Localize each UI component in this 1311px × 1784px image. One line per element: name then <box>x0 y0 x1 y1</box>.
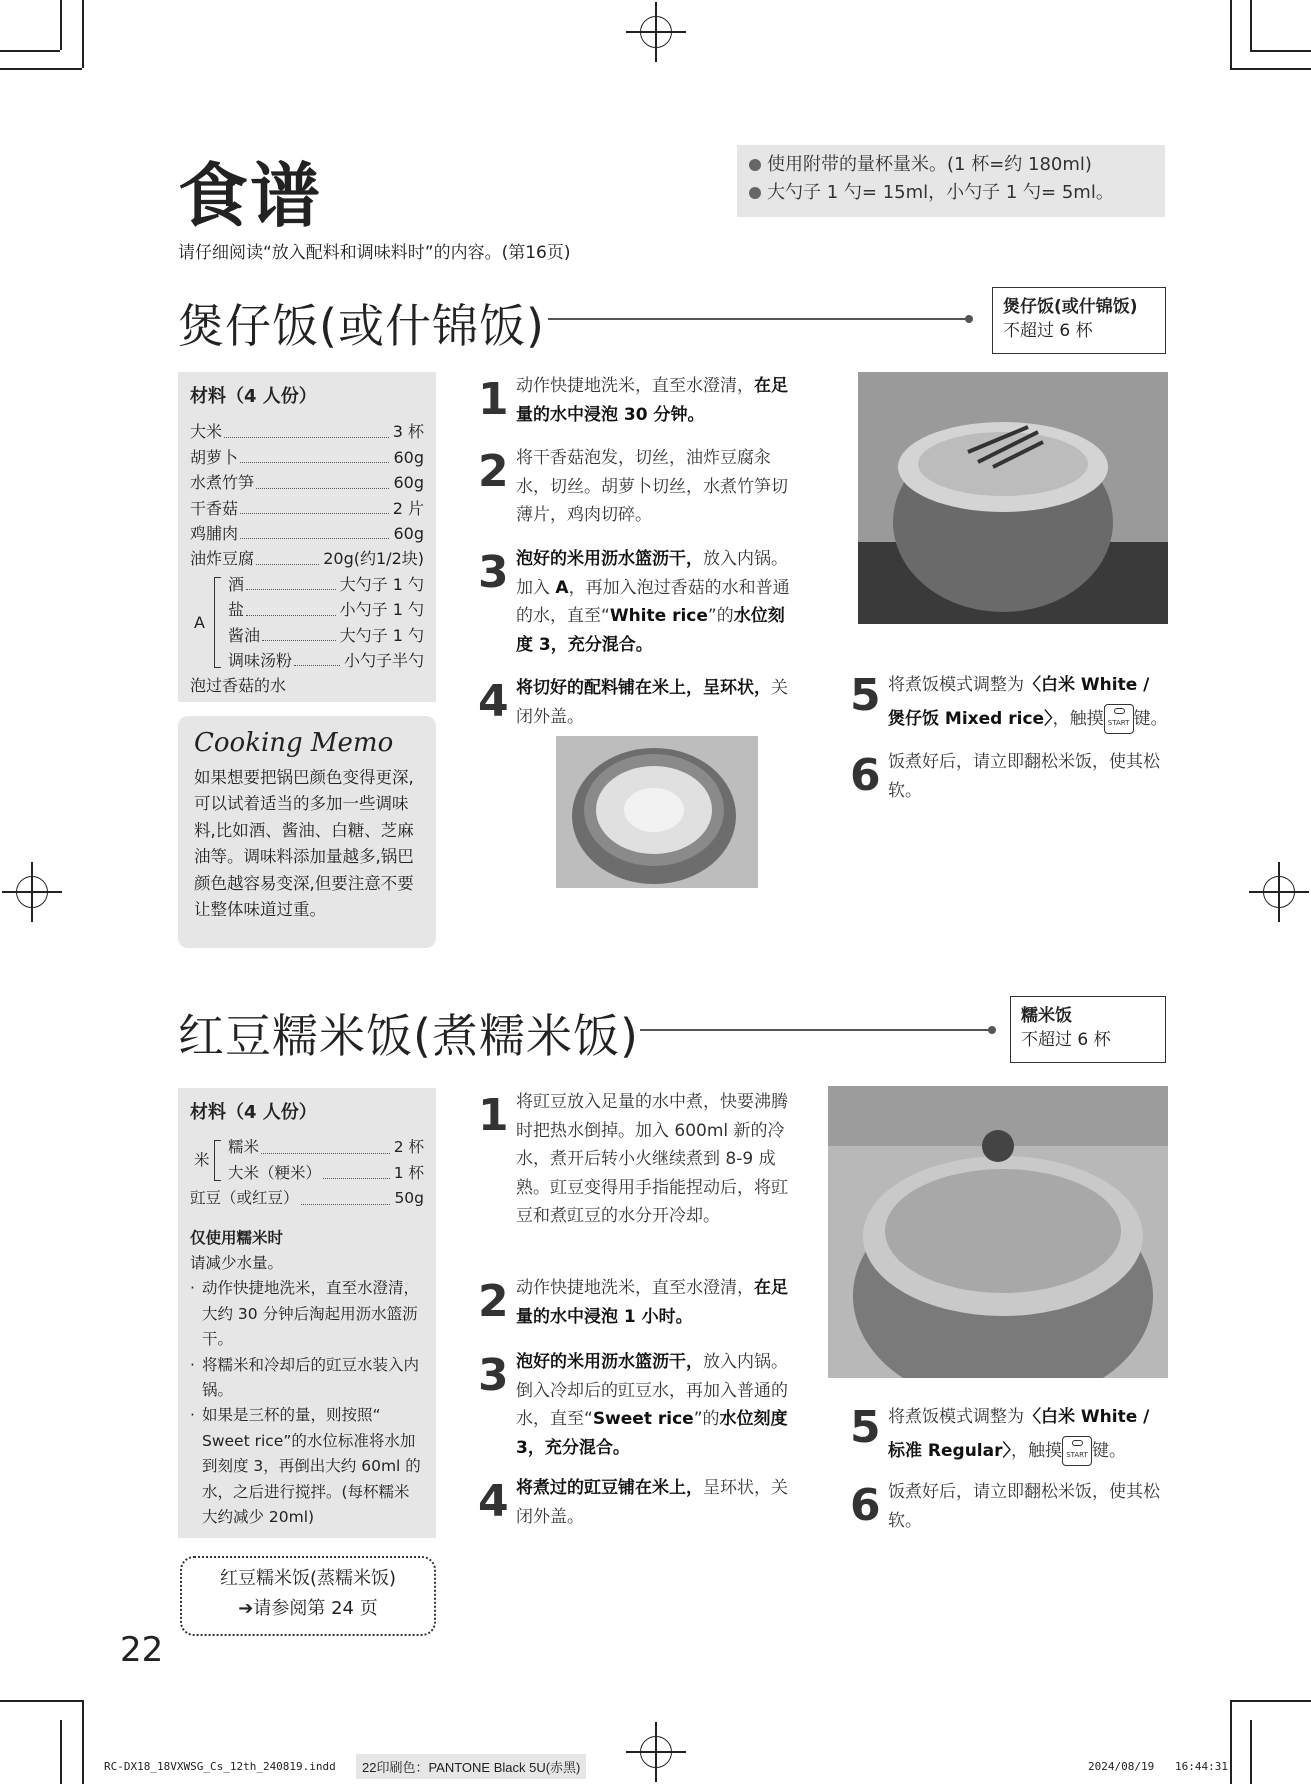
ingredient-row: 酱油 大勺子 1 勺 <box>228 623 424 648</box>
tip-item: · 动作快捷地洗米，直至水澄清，大约 30 分钟后淘起用沥水篮沥干。 <box>190 1279 420 1349</box>
memo-text: 如果想要把锅巴颜色变得更深,可以试着适当的多加一些调味料,比如酒、酱油、白糖、芝麻油等。调味料添加量越多,锅巴颜色越容易变深,但要注意不要让整体味道过重。 <box>194 767 414 919</box>
recipe2-step-5: 5 将煮饭模式调整为〈白米 White / 标准 Regular〉，触摸 START 键。 <box>850 1400 1168 1468</box>
recipe2-step-6: 6 饭煮好后，请立即翻松米饭，使其松软。 <box>850 1480 1160 1531</box>
recipe1-step-3: 3 泡好的米用沥水篮沥干，放入内锅。加入 A，再加入泡过香菇的水和普通的水，直至“White rice”的水位刻度 3，充分混合。 <box>478 547 790 655</box>
note-cup: 使用附带的量杯量米。(1 杯=约 180ml) <box>767 154 1092 175</box>
ingredient-row: 干香菇 2 片 <box>190 496 424 521</box>
capacity-limit: 不超过 6 杯 <box>1021 1030 1111 1050</box>
crop-mark <box>60 0 62 50</box>
inner-pot-photo <box>556 736 758 888</box>
rice-group <box>190 1135 424 1186</box>
glutinous-only-title: 仅使用糯米时 <box>190 1228 284 1247</box>
recipe2-capacity-box <box>1010 996 1166 1063</box>
section-rule-dot <box>965 315 973 323</box>
recipe2-step-2: 2 动作快捷地洗米，直至水澄清，在足量的水中浸泡 1 小时。 <box>478 1276 788 1327</box>
bullet-dot <box>749 187 761 199</box>
crop-mark <box>82 0 84 68</box>
footer-print-color: 22印刷色：PANTONE Black 5U(赤黑) <box>356 1754 586 1779</box>
recipe1-title: 煲仔饭(或什锦饭) <box>178 299 545 353</box>
crop-mark <box>0 50 60 52</box>
recipe1-step-1: 1 动作快捷地洗米，直至水澄清，在足量的水中浸泡 30 分钟。 <box>478 374 788 425</box>
ingredient-row: 大米 3 杯 <box>190 419 424 444</box>
ingredient-row: 大米（粳米） 1 杯 <box>228 1161 424 1186</box>
recipe1-step-4: 4 将切好的配料铺在米上，呈环状，关闭外盖。 <box>478 676 788 727</box>
footer-filename: RC-DX18_18VXWSG_Cs_12th_240819.indd <box>104 1760 336 1773</box>
start-key-icon: START <box>1062 1436 1092 1466</box>
reference-title: 红豆糯米饭(蒸糯米饭) <box>219 1568 397 1589</box>
recipe2-step-1: 1 将豇豆放入足量的水中煮，快要沸腾时把热水倒掉。加入 600ml 新的冷水，煮开后转小火继续煮到 8-9 成熟。豇豆变得用手指能捏动后，将豇豆和煮豇豆的水分开冷却。 <box>478 1090 788 1226</box>
reference-link[interactable]: 请参阅第 24 页 <box>253 1598 378 1619</box>
intro-text: 请仔细阅读“放入配料和调味料时”的内容。(第16页) <box>178 243 571 263</box>
start-key-icon: START <box>1104 704 1134 734</box>
note-spoon: 大勺子 1 勺= 15ml，小勺子 1 勺= 5ml。 <box>767 182 1114 203</box>
crop-mark <box>60 1720 62 1784</box>
ingredient-row: 胡萝卜 60g <box>190 445 424 470</box>
measurement-notes <box>737 145 1165 217</box>
ingredient-row: 鸡脯肉 60g <box>190 521 424 546</box>
ingredient-row: 盐 小勺子 1 勺 <box>228 597 424 622</box>
section-rule-dot <box>988 1026 996 1034</box>
ingredients-header: 材料（4 人份） <box>190 386 317 407</box>
footer-time: 16:44:31 <box>1175 1760 1228 1773</box>
recipe1-step-6: 6 饭煮好后，请立即翻松米饭，使其松软。 <box>850 750 1160 801</box>
recipe2-title: 红豆糯米饭(煮糯米饭) <box>178 1009 639 1063</box>
ingredient-row: 糯米 2 杯 <box>228 1135 424 1160</box>
recipe1-capacity-box <box>992 287 1166 354</box>
recipe1-step-2: 2 将干香菇泡发，切丝，油炸豆腐汆水，切丝。胡萝卜切丝，水煮竹笋切薄片，鸡肉切碎。 <box>478 446 788 525</box>
capacity-limit: 不超过 6 杯 <box>1003 321 1093 341</box>
crop-mark <box>1230 0 1232 68</box>
registration-mark <box>626 2 686 62</box>
ingredient-row: 酒 大勺子 1 勺 <box>228 572 424 597</box>
ingredient-row: 水煮竹笋 60g <box>190 470 424 495</box>
crop-mark <box>1230 1700 1232 1784</box>
bullet-dot <box>749 159 761 171</box>
reference-box[interactable] <box>180 1556 436 1636</box>
crop-mark <box>82 1700 84 1784</box>
recipe1-step-5: 5 将煮饭模式调整为〈白米 White / 煲仔饭 Mixed rice〉，触摸 START 键。 <box>850 668 1168 736</box>
group-label: 米 <box>194 1151 210 1170</box>
section-rule <box>640 1029 992 1031</box>
ingredient-row: 调味汤粉 小勺子半勺 <box>228 648 424 673</box>
cooking-memo <box>178 716 436 948</box>
ingredients-header: 材料（4 人份） <box>190 1102 317 1123</box>
footer-date: 2024/08/19 <box>1088 1760 1155 1773</box>
registration-mark <box>2 862 62 922</box>
crop-mark <box>0 1700 82 1702</box>
capacity-title: 煲仔饭(或什锦饭) <box>1003 297 1138 317</box>
group-label: A <box>194 612 205 632</box>
crop-mark <box>1230 1700 1311 1702</box>
crop-mark <box>0 68 82 70</box>
ingredient-row: 泡过香菇的水 <box>190 676 287 696</box>
page-number: 22 <box>120 1630 164 1670</box>
crop-mark <box>1250 1720 1252 1784</box>
crop-mark <box>1230 68 1311 70</box>
registration-mark <box>1249 862 1309 922</box>
tip-item: · 如果是三杯的量，则按照“ Sweet rice”的水位标准将水加到刻度 3，再倒出大约 60ml 的水，之后进行搅拌。(每杯糯米大约减少 20ml) <box>190 1406 421 1527</box>
ingredient-row: 豇豆（或红豆） 50g <box>190 1186 424 1211</box>
section-rule <box>548 318 968 320</box>
page-title: 食谱 <box>178 155 322 237</box>
recipe2-ingredients <box>178 1088 436 1538</box>
seasoning-group-a <box>190 572 424 674</box>
arrow-right-icon: ➔ <box>238 1598 254 1619</box>
crop-mark <box>1250 50 1311 52</box>
mixed-rice-photo <box>858 372 1168 624</box>
registration-mark <box>626 1722 686 1782</box>
tip-item: · 将糯米和冷却后的豇豆水装入内锅。 <box>190 1355 420 1400</box>
memo-title: Cooking Memo <box>194 728 394 758</box>
recipe2-step-3: 3 泡好的米用沥水篮沥干，放入内锅。倒入冷却后的豇豆水，再加入普通的水，直至“Sweet rice”的水位刻度 3，充分混合。 <box>478 1350 788 1458</box>
ingredient-row: 油炸豆腐 20g(约1/2块) <box>190 546 424 571</box>
recipe1-ingredients <box>178 372 436 702</box>
crop-mark <box>1250 0 1252 50</box>
capacity-title: 糯米饭 <box>1021 1006 1072 1026</box>
red-bean-rice-photo <box>828 1086 1168 1378</box>
recipe2-step-4: 4 将煮过的豇豆铺在米上，呈环状，关闭外盖。 <box>478 1476 788 1527</box>
glutinous-only-sub: 请减少水量。 <box>190 1254 284 1273</box>
